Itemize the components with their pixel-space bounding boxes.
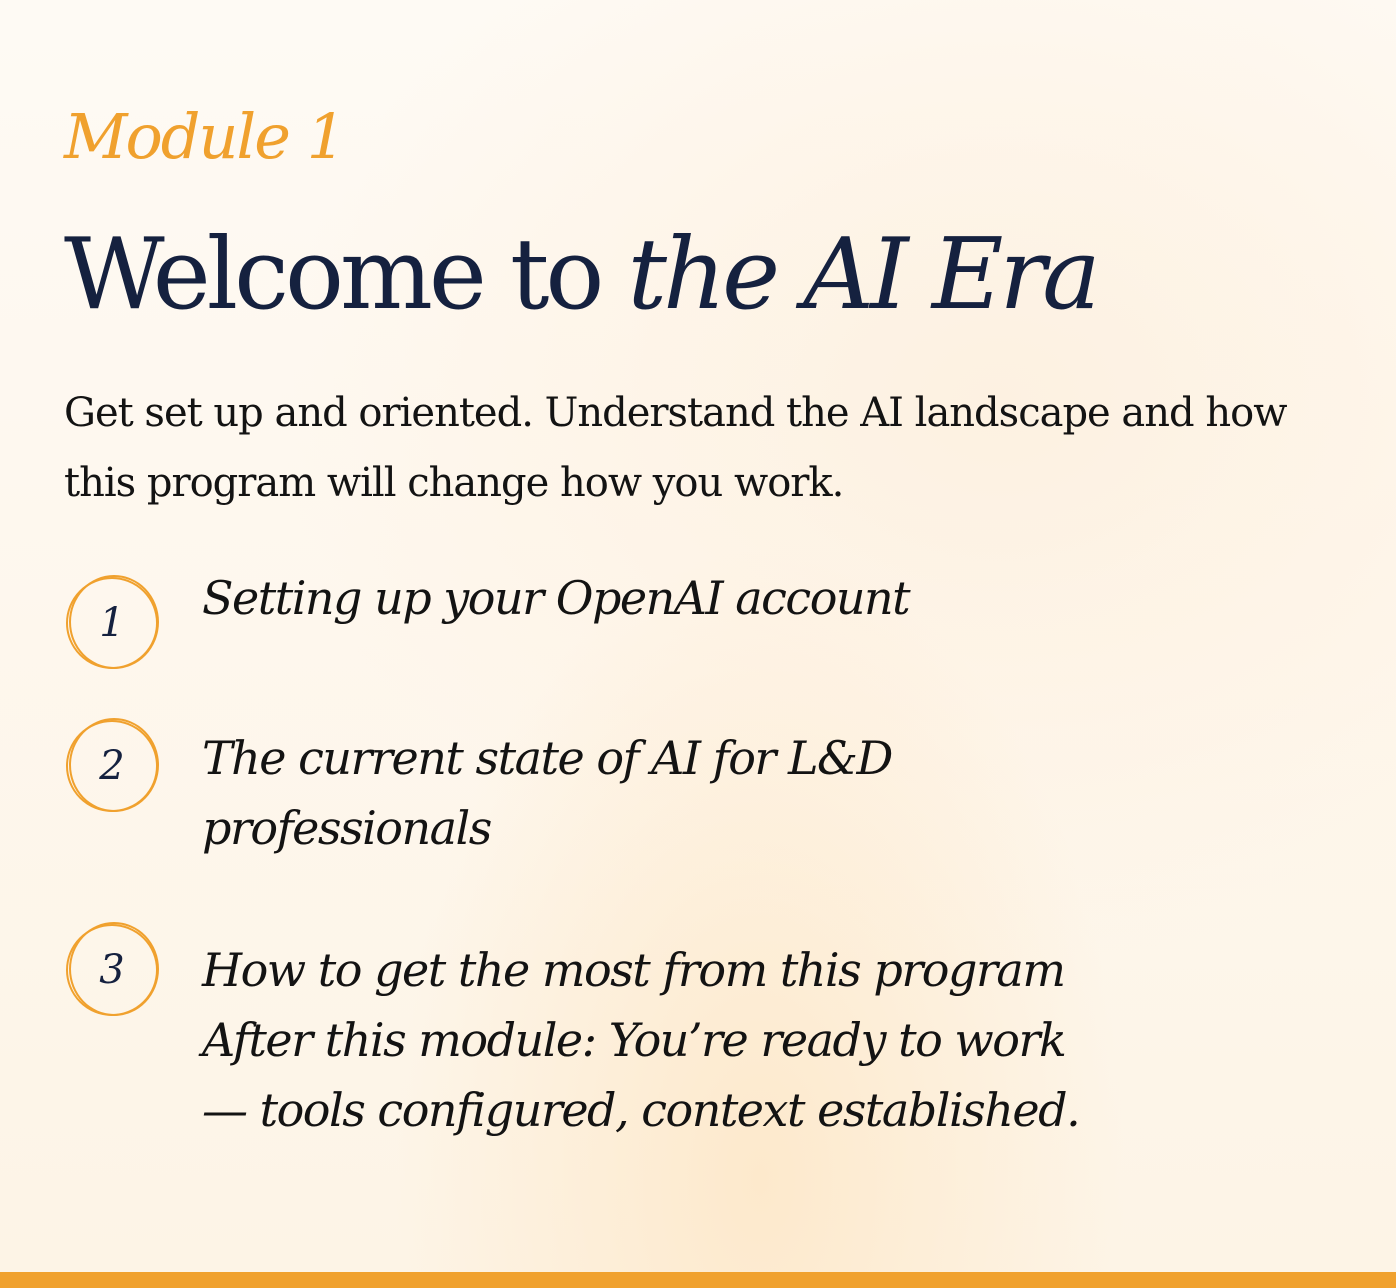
list-item-text <box>202 935 1202 1145</box>
list-item-line: — tools configured, context established. <box>202 1083 1080 1137</box>
title-plain: Welcome to <box>64 218 601 332</box>
badge-number: 1 <box>99 600 125 646</box>
badge-number: 2 <box>99 743 125 789</box>
number-badge <box>64 575 160 671</box>
module-label: Module 1 <box>64 100 345 173</box>
title-italic: the AI Era <box>627 218 1097 332</box>
module-description: Get set up and oriented. Understand the AI landscape and how this program will change how you work. <box>64 390 1287 506</box>
number-badge <box>64 718 160 814</box>
number-badge <box>64 922 160 1018</box>
list-item-line: After this module: You’re ready to work <box>202 1013 1066 1067</box>
list-item-text <box>202 563 1202 633</box>
list-item-line: Setting up your OpenAI account <box>202 571 910 625</box>
list-item-text <box>202 723 1202 863</box>
page-title <box>64 218 1097 332</box>
list-item-line: The current state of AI for L&D <box>202 731 892 785</box>
badge-number: 3 <box>99 947 125 993</box>
footer-accent-bar <box>0 1272 1396 1288</box>
list-item-line: How to get the most from this program <box>202 943 1065 997</box>
list-item-line: professionals <box>202 801 491 855</box>
